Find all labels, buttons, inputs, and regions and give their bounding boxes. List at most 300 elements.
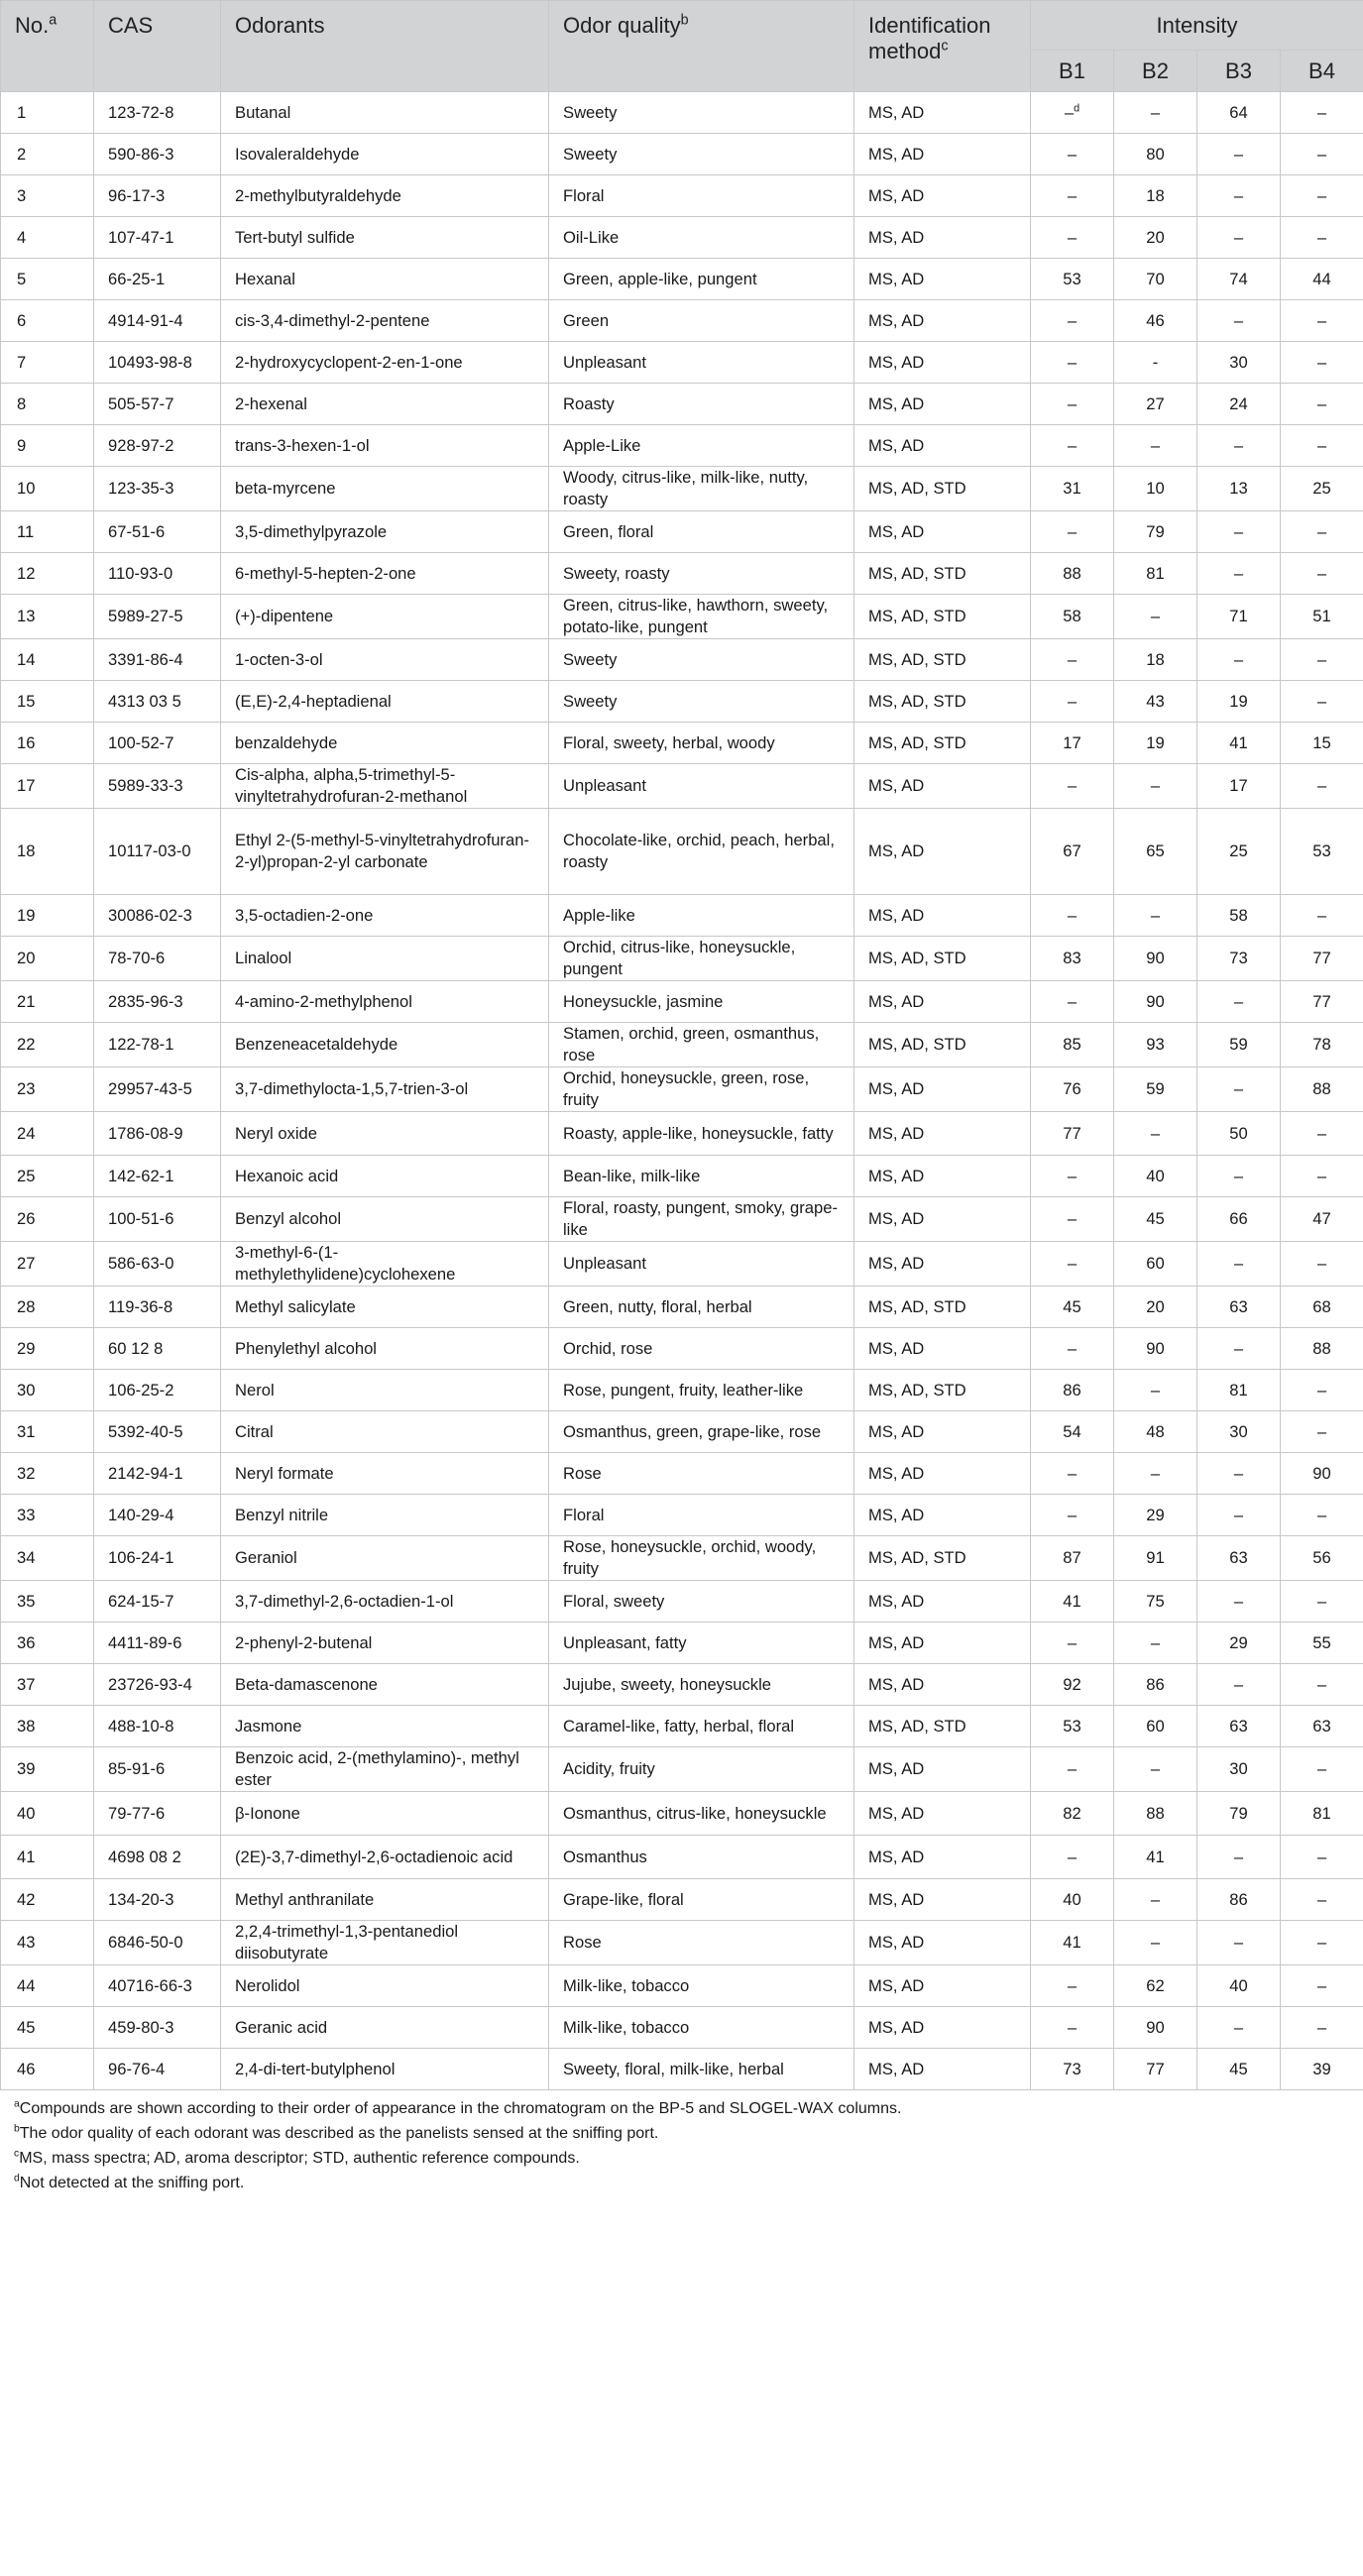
cell-identification-method: MS, AD, STD [854,1536,1031,1581]
header-b3: B3 [1197,51,1281,92]
cell-no: 15 [1,681,94,723]
cell-b3: – [1197,175,1281,217]
cell-no: 24 [1,1112,94,1156]
cell-b4: 77 [1281,981,1363,1023]
cell-b2: – [1114,1747,1197,1792]
cell-b2: 62 [1114,1965,1197,2007]
cell-b3: – [1197,134,1281,175]
cell-odorant: Ethyl 2-(5-methyl-5-vinyltetrahydrofuran-2-yl)propan-2-yl carbonate [221,809,549,895]
cell-b1: 86 [1031,1370,1114,1411]
cell-odorant: 3-methyl-6-(1-methylethylidene)cyclohexene [221,1242,549,1287]
cell-b1: 92 [1031,1664,1114,1706]
cell-odor-quality: Rose, honeysuckle, orchid, woody, fruity [549,1536,854,1581]
cell-odor-quality: Sweety [549,92,854,134]
cell-odorant: (E,E)-2,4-heptadienal [221,681,549,723]
cell-b1: – [1031,425,1114,467]
cell-no: 8 [1,384,94,425]
table-row [1,2007,1363,2049]
cell-b3: 41 [1197,723,1281,764]
cell-cas: 5392-40-5 [94,1411,221,1453]
cell-b4: – [1281,1242,1363,1287]
cell-b2: 19 [1114,723,1197,764]
cell-b4: – [1281,1921,1363,1965]
cell-cas: 96-76-4 [94,2049,221,2090]
cell-no: 21 [1,981,94,1023]
cell-b2: 88 [1114,1792,1197,1836]
cell-odor-quality: Sweety [549,639,854,681]
cell-identification-method: MS, AD [854,511,1031,553]
cell-b3: 30 [1197,1411,1281,1453]
cell-b1: 54 [1031,1411,1114,1453]
cell-odorant: 6-methyl-5-hepten-2-one [221,553,549,595]
cell-b4: – [1281,764,1363,809]
cell-odorant: Hexanoic acid [221,1156,549,1197]
cell-b3: 64 [1197,92,1281,134]
cell-identification-method: MS, AD [854,342,1031,384]
cell-odor-quality: Green, apple-like, pungent [549,259,854,300]
cell-b1: 76 [1031,1067,1114,1112]
cell-odor-quality: Caramel-like, fatty, herbal, floral [549,1706,854,1747]
cell-odor-quality: Rose, pungent, fruity, leather-like [549,1370,854,1411]
cell-no: 26 [1,1197,94,1242]
cell-b3: – [1197,217,1281,259]
cell-b1: – [1031,1495,1114,1536]
cell-b4: 88 [1281,1328,1363,1370]
cell-odorant: Phenylethyl alcohol [221,1328,549,1370]
cell-b3: 30 [1197,1747,1281,1792]
cell-cas: 4914-91-4 [94,300,221,342]
table-row [1,809,1363,895]
footnote-mark: d [1074,101,1080,114]
cell-cas: 106-25-2 [94,1370,221,1411]
cell-cas: 100-51-6 [94,1197,221,1242]
cell-b2: 77 [1114,2049,1197,2090]
cell-b3: 81 [1197,1370,1281,1411]
cell-b2: 90 [1114,1328,1197,1370]
cell-b1: – [1031,1242,1114,1287]
cell-b4: – [1281,1112,1363,1156]
table-row [1,1879,1363,1921]
cell-identification-method: MS, AD [854,1112,1031,1156]
cell-b4: 25 [1281,467,1363,511]
cell-odor-quality: Apple-like [549,895,854,937]
cell-odor-quality: Honeysuckle, jasmine [549,981,854,1023]
cell-identification-method: MS, AD [854,1965,1031,2007]
cell-cas: 67-51-6 [94,511,221,553]
table-row [1,342,1363,384]
cell-b3: – [1197,2007,1281,2049]
cell-b3: – [1197,1242,1281,1287]
cell-no: 9 [1,425,94,467]
cell-odor-quality: Unpleasant [549,342,854,384]
cell-identification-method: MS, AD [854,384,1031,425]
cell-b3: – [1197,300,1281,342]
table-row [1,217,1363,259]
cell-odorant: Linalool [221,937,549,981]
table-row [1,92,1363,134]
cell-b2: 90 [1114,981,1197,1023]
table-row [1,1965,1363,2007]
cell-odorant: (+)-dipentene [221,595,549,639]
cell-b3: – [1197,639,1281,681]
footnote: $^d$Not detected at the sniffing port. [14,2173,245,2191]
cell-cas: 30086-02-3 [94,895,221,937]
cell-no: 35 [1,1581,94,1623]
cell-b1: – [1031,639,1114,681]
cell-cas: 40716-66-3 [94,1965,221,2007]
cell-b3: 25 [1197,809,1281,895]
cell-odorant: trans-3-hexen-1-ol [221,425,549,467]
cell-cas: 29957-43-5 [94,1067,221,1112]
cell-odorant: Isovaleraldehyde [221,134,549,175]
cell-b4: – [1281,1156,1363,1197]
cell-odorant: Methyl salicylate [221,1287,549,1328]
cell-b3: – [1197,1581,1281,1623]
cell-no: 41 [1,1836,94,1879]
cell-b3: – [1197,1495,1281,1536]
cell-identification-method: MS, AD [854,1453,1031,1495]
cell-cas: 60 12 8 [94,1328,221,1370]
cell-odorant: 4-amino-2-methylphenol [221,981,549,1023]
cell-cas: 6846-50-0 [94,1921,221,1965]
cell-no: 25 [1,1156,94,1197]
cell-b4: – [1281,1747,1363,1792]
table-row [1,723,1363,764]
cell-b1: 53 [1031,1706,1114,1747]
cell-b3: 13 [1197,467,1281,511]
cell-b3: 30 [1197,342,1281,384]
header-intensity: Intensity [1031,1,1363,51]
cell-odor-quality: Floral [549,175,854,217]
cell-identification-method: MS, AD [854,1581,1031,1623]
table-row [1,1156,1363,1197]
cell-b1: – [1031,384,1114,425]
cell-b4: – [1281,342,1363,384]
cell-b4: – [1281,1836,1363,1879]
table-row [1,259,1363,300]
cell-b2: – [1114,1623,1197,1664]
cell-identification-method: MS, AD, STD [854,1287,1031,1328]
cell-b2: 65 [1114,809,1197,895]
table-row [1,1581,1363,1623]
cell-odorant: Neryl oxide [221,1112,549,1156]
cell-identification-method: MS, AD [854,425,1031,467]
cell-identification-method: MS, AD [854,1664,1031,1706]
cell-odorant: 2-phenyl-2-butenal [221,1623,549,1664]
cell-b3: – [1197,1156,1281,1197]
cell-b1: 45 [1031,1287,1114,1328]
cell-odor-quality: Green, citrus-like, hawthorn, sweety, potato-like, pungent [549,595,854,639]
cell-no: 13 [1,595,94,639]
cell-odorant: 1-octen-3-ol [221,639,549,681]
cell-odor-quality: Unpleasant [549,764,854,809]
table-row [1,981,1363,1023]
cell-no: 29 [1,1328,94,1370]
cell-odorant: β-Ionone [221,1792,549,1836]
cell-no: 28 [1,1287,94,1328]
table-row [1,175,1363,217]
cell-no: 44 [1,1965,94,2007]
table-body [1,92,1363,2090]
cell-identification-method: MS, AD [854,1792,1031,1836]
cell-odorant: cis-3,4-dimethyl-2-pentene [221,300,549,342]
cell-identification-method: MS, AD [854,2007,1031,2049]
cell-b1: 41 [1031,1581,1114,1623]
cell-b4: – [1281,1495,1363,1536]
cell-odor-quality: Jujube, sweety, honeysuckle [549,1664,854,1706]
cell-b1: 41 [1031,1921,1114,1965]
table-row [1,1836,1363,1879]
cell-b4: 15 [1281,723,1363,764]
cell-odorant: Hexanal [221,259,549,300]
cell-cas: 79-77-6 [94,1792,221,1836]
cell-identification-method: MS, AD [854,92,1031,134]
cell-odorant: Benzeneacetaldehyde [221,1023,549,1067]
cell-cas: 106-24-1 [94,1536,221,1581]
cell-identification-method: MS, AD, STD [854,595,1031,639]
cell-odor-quality: Woody, citrus-like, milk-like, nutty, roasty [549,467,854,511]
cell-no: 43 [1,1921,94,1965]
cell-odor-quality: Grape-like, floral [549,1879,854,1921]
cell-identification-method: MS, AD [854,895,1031,937]
cell-b4: 81 [1281,1792,1363,1836]
cell-b4: 68 [1281,1287,1363,1328]
cell-odor-quality: Floral [549,1495,854,1536]
cell-identification-method: MS, AD, STD [854,553,1031,595]
cell-odor-quality: Sweety [549,681,854,723]
cell-b2: – [1114,1879,1197,1921]
cell-odor-quality: Roasty, apple-like, honeysuckle, fatty [549,1112,854,1156]
cell-no: 23 [1,1067,94,1112]
cell-odor-quality: Sweety, roasty [549,553,854,595]
cell-b3: 66 [1197,1197,1281,1242]
cell-identification-method: MS, AD, STD [854,639,1031,681]
cell-odorant: Beta-damascenone [221,1664,549,1706]
header-b1: B1 [1031,51,1114,92]
cell-cas: 66-25-1 [94,259,221,300]
cell-b2: 41 [1114,1836,1197,1879]
cell-cas: 586-63-0 [94,1242,221,1287]
cell-identification-method: MS, AD [854,217,1031,259]
footnote: $^b$The odor quality of each odorant was described as the panelists sensed at the sniffing port. [14,2123,659,2142]
cell-cas: 488-10-8 [94,1706,221,1747]
cell-odor-quality: Milk-like, tobacco [549,1965,854,2007]
cell-cas: 459-80-3 [94,2007,221,2049]
cell-cas: 2142-94-1 [94,1453,221,1495]
cell-b1: – [1031,300,1114,342]
cell-no: 3 [1,175,94,217]
cell-odor-quality: Osmanthus, green, grape-like, rose [549,1411,854,1453]
cell-b2: 29 [1114,1495,1197,1536]
cell-odorant: Citral [221,1411,549,1453]
cell-no: 39 [1,1747,94,1792]
cell-b1: 83 [1031,937,1114,981]
cell-b4: – [1281,217,1363,259]
cell-b1: 82 [1031,1792,1114,1836]
cell-odorant: Neryl formate [221,1453,549,1495]
cell-b4: – [1281,639,1363,681]
cell-no: 34 [1,1536,94,1581]
cell-b3: 74 [1197,259,1281,300]
cell-identification-method: MS, AD [854,1067,1031,1112]
cell-b4: – [1281,134,1363,175]
cell-no: 5 [1,259,94,300]
cell-identification-method: MS, AD [854,809,1031,895]
cell-b1: – [1031,1747,1114,1792]
table-row [1,300,1363,342]
cell-b4: 51 [1281,595,1363,639]
cell-b3: 19 [1197,681,1281,723]
cell-b4: – [1281,425,1363,467]
cell-b2: – [1114,764,1197,809]
cell-odor-quality: Floral, sweety [549,1581,854,1623]
cell-cas: 2835-96-3 [94,981,221,1023]
cell-b2: – [1114,1921,1197,1965]
cell-b4: – [1281,553,1363,595]
cell-b4: 78 [1281,1023,1363,1067]
table-row [1,1067,1363,1112]
cell-cas: 123-35-3 [94,467,221,511]
table-row [1,1287,1363,1328]
cell-b1: 73 [1031,2049,1114,2090]
cell-odor-quality: Chocolate-like, orchid, peach, herbal, roasty [549,809,854,895]
table-row [1,895,1363,937]
cell-b2: - [1114,342,1197,384]
cell-b3: – [1197,425,1281,467]
cell-b1: – [1031,895,1114,937]
cell-b1: 17 [1031,723,1114,764]
cell-cas: 119-36-8 [94,1287,221,1328]
cell-b2: 86 [1114,1664,1197,1706]
cell-odor-quality: Milk-like, tobacco [549,2007,854,2049]
cell-no: 38 [1,1706,94,1747]
cell-b1: – [1031,1197,1114,1242]
cell-cas: 107-47-1 [94,217,221,259]
cell-no: 2 [1,134,94,175]
cell-odorant: Butanal [221,92,549,134]
cell-b3: – [1197,553,1281,595]
cell-cas: 3391-86-4 [94,639,221,681]
cell-identification-method: MS, AD [854,1921,1031,1965]
cell-b3: 71 [1197,595,1281,639]
table-row [1,1664,1363,1706]
cell-b3: 50 [1197,1112,1281,1156]
cell-b2: 80 [1114,134,1197,175]
cell-b3: – [1197,981,1281,1023]
header-no: No.$^a$ [1,1,94,92]
cell-b3: 63 [1197,1536,1281,1581]
cell-cas: 142-62-1 [94,1156,221,1197]
table-row [1,1536,1363,1581]
cell-b1: 67 [1031,809,1114,895]
cell-b1: – [1031,1453,1114,1495]
cell-b4: – [1281,1664,1363,1706]
footnote: $^a$Compounds are shown according to their order of appearance in the chromatogram on the BP-5 and SLOGEL-WAX columns. [14,2098,902,2117]
cell-no: 4 [1,217,94,259]
cell-no: 19 [1,895,94,937]
cell-odor-quality: Sweety, floral, milk-like, herbal [549,2049,854,2090]
cell-odor-quality: Orchid, honeysuckle, green, rose, fruity [549,1067,854,1112]
cell-b4: 55 [1281,1623,1363,1664]
cell-b1: 88 [1031,553,1114,595]
cell-b4: – [1281,2007,1363,2049]
cell-b4: – [1281,1370,1363,1411]
table-row [1,1023,1363,1067]
cell-b1: – [1031,1328,1114,1370]
cell-b2: 40 [1114,1156,1197,1197]
cell-identification-method: MS, AD [854,764,1031,809]
table-row [1,595,1363,639]
cell-b1: – [1031,511,1114,553]
table-row [1,1495,1363,1536]
cell-b3: 40 [1197,1965,1281,2007]
cell-b2: 90 [1114,937,1197,981]
cell-b2: 70 [1114,259,1197,300]
cell-b4: – [1281,300,1363,342]
cell-cas: 78-70-6 [94,937,221,981]
table-row [1,937,1363,981]
cell-identification-method: MS, AD, STD [854,681,1031,723]
cell-no: 42 [1,1879,94,1921]
cell-odor-quality: Green, nutty, floral, herbal [549,1287,854,1328]
table-row [1,384,1363,425]
table-row [1,1370,1363,1411]
cell-odor-quality: Rose [549,1921,854,1965]
cell-cas: 4411-89-6 [94,1623,221,1664]
table-row [1,134,1363,175]
cell-b1: – [1031,681,1114,723]
cell-b4: – [1281,1581,1363,1623]
cell-identification-method: MS, AD [854,1747,1031,1792]
cell-b3: – [1197,511,1281,553]
cell-cas: 624-15-7 [94,1581,221,1623]
cell-b4: 56 [1281,1536,1363,1581]
cell-b2: – [1114,1453,1197,1495]
cell-odorant: 2,4-di-tert-butylphenol [221,2049,549,2090]
cell-b2: – [1114,895,1197,937]
cell-cas: 122-78-1 [94,1023,221,1067]
cell-b3: 29 [1197,1623,1281,1664]
cell-b3: 63 [1197,1706,1281,1747]
cell-b3: – [1197,1328,1281,1370]
table-row [1,467,1363,511]
cell-b1: – [1031,1156,1114,1197]
cell-no: 22 [1,1023,94,1067]
cell-b1: – [1031,2007,1114,2049]
cell-b2: 10 [1114,467,1197,511]
cell-odor-quality: Bean-like, milk-like [549,1156,854,1197]
cell-b2: 60 [1114,1242,1197,1287]
cell-b2: – [1114,595,1197,639]
cell-no: 40 [1,1792,94,1836]
cell-b4: – [1281,1411,1363,1453]
table-row [1,1747,1363,1792]
cell-identification-method: MS, AD, STD [854,723,1031,764]
header-odorants: Odorants [221,1,549,92]
header-identification-method: Identification method$^c$ [854,1,1031,92]
cell-no: 36 [1,1623,94,1664]
cell-no: 10 [1,467,94,511]
cell-odor-quality: Unpleasant, fatty [549,1623,854,1664]
cell-b4: 63 [1281,1706,1363,1747]
cell-no: 37 [1,1664,94,1706]
cell-cas: 140-29-4 [94,1495,221,1536]
header-odor-quality: Odor quality$^b$ [549,1,854,92]
cell-b1: 87 [1031,1536,1114,1581]
cell-odor-quality: Osmanthus, citrus-like, honeysuckle [549,1792,854,1836]
cell-cas: 5989-27-5 [94,595,221,639]
cell-no: 16 [1,723,94,764]
